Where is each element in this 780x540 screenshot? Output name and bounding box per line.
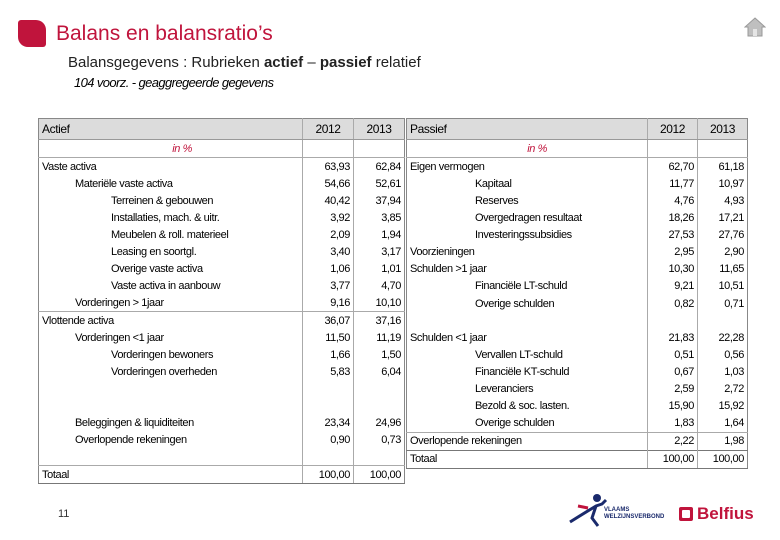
actief-row-label: Installaties, mach. & uitr. — [39, 209, 303, 226]
passief-table-row — [407, 363, 748, 380]
actief-value-2012: 40,42 — [303, 192, 354, 209]
passief-value-2013: 4,93 — [724, 194, 744, 207]
passief-value-2012 — [648, 312, 698, 329]
actief-table-row — [39, 226, 405, 243]
actief-value-2013: 100,00 — [354, 466, 405, 484]
actief-value-2012 — [303, 380, 354, 397]
actief-table-row — [39, 363, 405, 380]
actief-row-label: Overlopende rekeningen — [39, 431, 303, 448]
home-icon[interactable] — [744, 16, 766, 38]
actief-value-2012: 1,66 — [303, 346, 354, 363]
actief-value-2013: 62,84 — [375, 160, 401, 173]
passief-value-2013: 10,97 — [718, 177, 744, 190]
passief-header-label: Passief — [407, 119, 648, 140]
actief-row-label: Vlottende activa — [39, 312, 303, 330]
actief-row-label: Beleggingen & liquiditeiten — [39, 414, 303, 431]
passief-row-label: Bezold & soc. lasten. — [407, 398, 648, 415]
passief-value-2013: 1,98 — [724, 435, 744, 448]
subtitle-prefix: Balansgegevens : Rubrieken — [68, 54, 264, 71]
passief-value-2012: 62,70 — [648, 158, 698, 176]
passief-value-2012: 21,83 — [648, 329, 698, 346]
passief-value-2013: 17,21 — [718, 212, 744, 225]
actief-value-2013: 1,50 — [381, 348, 401, 361]
page-number: 11 — [58, 508, 70, 520]
actief-value-2012 — [303, 397, 354, 414]
passief-value-2012: 11,77 — [648, 175, 698, 192]
passief-value-2013: 2,90 — [724, 246, 744, 259]
passief-row-label: Kapitaal — [407, 175, 648, 192]
actief-value-2013: 4,70 — [381, 279, 401, 292]
passief-row-label: Leveranciers — [407, 380, 648, 397]
passief-row-label: Overige schulden — [407, 295, 648, 312]
actief-table-row — [39, 431, 405, 448]
page-title: Balans en balansratio’s — [56, 22, 273, 45]
actief-row-label: Totaal — [39, 466, 303, 484]
vvsg-logo-text — [604, 507, 664, 521]
actief-row-label: Vorderingen bewoners — [39, 346, 303, 363]
actief-value-2013: 52,61 — [375, 177, 401, 190]
actief-value-2013: 3,17 — [381, 245, 401, 258]
passief-header-2013: 2013 — [698, 119, 748, 140]
actief-header-row — [39, 119, 405, 140]
actief-header-label: Actief — [39, 119, 303, 140]
data-note: 104 voorz. - geaggregeerde gegevens — [74, 75, 274, 90]
actief-table-row — [39, 158, 405, 176]
actief-row-label — [39, 448, 303, 466]
actief-table-row — [39, 209, 405, 226]
passief-table-row — [407, 346, 748, 363]
passief-table-row — [407, 329, 748, 346]
actief-row-label: Meubelen & roll. materieel — [39, 226, 303, 243]
vvsg-line2: WELZIJNSVERBOND — [604, 514, 665, 520]
passief-table-row — [407, 175, 748, 192]
vvsg-line1: VLAAMS — [604, 507, 630, 513]
actief-value-2012: 36,07 — [303, 312, 354, 330]
actief-row-label — [39, 380, 303, 397]
passief-value-2013: 1,64 — [698, 415, 748, 433]
passief-value-2012: 100,00 — [648, 450, 698, 468]
actief-table-row — [39, 466, 405, 484]
actief-value-2012: 3,40 — [303, 243, 354, 260]
passief-value-2013: 61,18 — [718, 160, 744, 173]
title-accent-bar — [18, 20, 46, 47]
actief-unit-row — [39, 140, 405, 158]
actief-table-row — [39, 192, 405, 209]
subtitle-actief: actief — [263, 54, 304, 71]
actief-table-row — [39, 294, 405, 312]
actief-value-2013: 0,73 — [381, 433, 401, 446]
actief-value-2013: 1,94 — [381, 228, 401, 241]
passief-table-row — [407, 380, 748, 397]
passief-row-label: Schulden <1 jaar — [407, 329, 648, 346]
actief-table — [38, 118, 405, 484]
passief-value-2012: 1,83 — [648, 415, 698, 433]
passief-table-row — [407, 295, 748, 312]
actief-value-2013: 6,04 — [381, 365, 401, 378]
passief-value-2013: 15,92 — [718, 400, 744, 413]
actief-value-2012: 23,34 — [303, 414, 354, 431]
passief-table-row — [407, 432, 748, 450]
actief-value-2012: 3,92 — [303, 209, 354, 226]
passief-row-label: Overlopende rekeningen — [407, 432, 648, 450]
actief-value-2013: 24,96 — [375, 416, 401, 429]
actief-value-2013: 10,10 — [354, 294, 405, 312]
passief-table-row — [407, 278, 748, 295]
passief-row-label: Overgedragen resultaat — [407, 210, 648, 227]
passief-row-label: Schulden >1 jaar — [407, 261, 648, 278]
passief-table-row — [407, 398, 748, 415]
passief-row-label: Overige schulden — [407, 415, 648, 433]
actief-table-row — [39, 277, 405, 294]
actief-row-label — [39, 397, 303, 414]
actief-value-2013: 3,85 — [381, 211, 401, 224]
passief-value-2013: 100,00 — [698, 450, 748, 468]
subtitle-suffix: relatief — [371, 54, 421, 71]
actief-table-row — [39, 260, 405, 277]
actief-value-2012: 11,50 — [303, 329, 354, 346]
actief-value-2012: 9,16 — [303, 294, 354, 312]
passief-unit: in % — [407, 140, 648, 158]
passief-value-2013: 22,28 — [718, 331, 744, 344]
passief-header-row — [407, 119, 748, 140]
actief-table-row — [39, 312, 405, 330]
actief-value-2013: 11,19 — [376, 331, 401, 344]
actief-row-label: Terreinen & gebouwen — [39, 192, 303, 209]
actief-value-2012: 0,90 — [303, 431, 354, 448]
actief-table-row — [39, 175, 405, 192]
passief-row-label — [407, 312, 648, 329]
actief-value-2012: 63,93 — [303, 158, 354, 176]
passief-value-2013: 0,71 — [724, 297, 744, 310]
actief-value-2012: 1,06 — [303, 260, 354, 277]
passief-value-2012: 9,21 — [648, 278, 698, 295]
actief-value-2012: 3,77 — [303, 277, 354, 294]
passief-table-row — [407, 415, 748, 433]
actief-value-2012: 54,66 — [303, 175, 354, 192]
passief-value-2013: 10,51 — [718, 280, 744, 293]
actief-table-row — [39, 397, 405, 414]
belfius-logo-text: Belfius — [697, 504, 754, 523]
passief-value-2013: 11,65 — [719, 263, 744, 276]
subtitle — [68, 54, 421, 71]
actief-header-2013: 2013 — [354, 119, 405, 140]
actief-value-2013: 37,94 — [375, 194, 401, 207]
passief-value-2013: 2,72 — [724, 382, 744, 395]
passief-row-label: Voorzieningen — [407, 244, 648, 261]
passief-value-2012: 2,59 — [648, 380, 698, 397]
passief-unit-row — [407, 140, 748, 158]
actief-header-2012: 2012 — [303, 119, 354, 140]
actief-row-label: Materiële vaste activa — [39, 175, 303, 192]
actief-value-2013 — [354, 397, 405, 414]
passief-value-2012: 10,30 — [648, 261, 698, 278]
actief-table-row — [39, 346, 405, 363]
actief-table-row — [39, 329, 405, 346]
passief-value-2013: 27,76 — [718, 229, 744, 242]
passief-table-row — [407, 261, 748, 278]
passief-table-row — [407, 312, 748, 329]
actief-unit: in % — [39, 140, 303, 158]
passief-value-2012: 2,95 — [648, 244, 698, 261]
actief-row-label: Vorderingen > 1jaar — [39, 294, 303, 312]
actief-table-row — [39, 414, 405, 431]
actief-row-label: Vaste activa in aanbouw — [39, 277, 303, 294]
passief-row-label: Financiële KT-schuld — [407, 363, 648, 380]
passief-header-2012: 2012 — [648, 119, 698, 140]
actief-value-2013: 37,16 — [375, 314, 401, 327]
actief-value-2013 — [354, 380, 405, 397]
actief-value-2012: 5,83 — [303, 363, 354, 380]
passief-value-2012: 0,82 — [648, 295, 698, 312]
actief-row-label: Leasing en soortgl. — [39, 243, 303, 260]
actief-value-2012 — [303, 448, 354, 466]
passief-row-label: Reserves — [407, 192, 648, 209]
passief-value-2012: 27,53 — [648, 227, 698, 244]
actief-table-row — [39, 448, 405, 466]
actief-row-label: Overige vaste activa — [39, 260, 303, 277]
actief-row-label: Vorderingen overheden — [39, 363, 303, 380]
actief-value-2012: 2,09 — [303, 226, 354, 243]
passief-table-row — [407, 210, 748, 227]
actief-value-2012: 100,00 — [303, 466, 354, 484]
passief-value-2013: 0,56 — [724, 348, 744, 361]
subtitle-passief: passief — [319, 54, 372, 71]
subtitle-mid: – — [303, 54, 320, 71]
passief-table — [406, 118, 748, 469]
passief-value-2013 — [698, 312, 748, 329]
passief-row-label: Vervallen LT-schuld — [407, 346, 648, 363]
actief-value-2013 — [354, 448, 405, 466]
passief-value-2012: 15,90 — [648, 398, 698, 415]
actief-row-label: Vaste activa — [39, 158, 303, 176]
passief-value-2012: 0,51 — [648, 346, 698, 363]
passief-value-2012: 4,76 — [648, 192, 698, 209]
passief-row-label: Investeringssubsidies — [407, 227, 648, 244]
actief-table-row — [39, 380, 405, 397]
actief-value-2013: 1,01 — [381, 262, 401, 275]
passief-value-2012: 2,22 — [648, 432, 698, 450]
passief-table-row — [407, 244, 748, 261]
passief-row-label: Totaal — [407, 450, 648, 468]
actief-table-row — [39, 243, 405, 260]
passief-table-row — [407, 450, 748, 468]
actief-row-label: Vorderingen <1 jaar — [39, 329, 303, 346]
passief-row-label: Financiële LT-schuld — [407, 278, 648, 295]
passief-table-row — [407, 158, 748, 176]
belfius-logo-icon — [679, 507, 693, 521]
passief-value-2013: 1,03 — [724, 365, 744, 378]
passief-table-row — [407, 227, 748, 244]
passief-row-label: Eigen vermogen — [407, 158, 648, 176]
passief-value-2012: 0,67 — [648, 363, 698, 380]
passief-value-2012: 18,26 — [648, 210, 698, 227]
passief-table-row — [407, 192, 748, 209]
